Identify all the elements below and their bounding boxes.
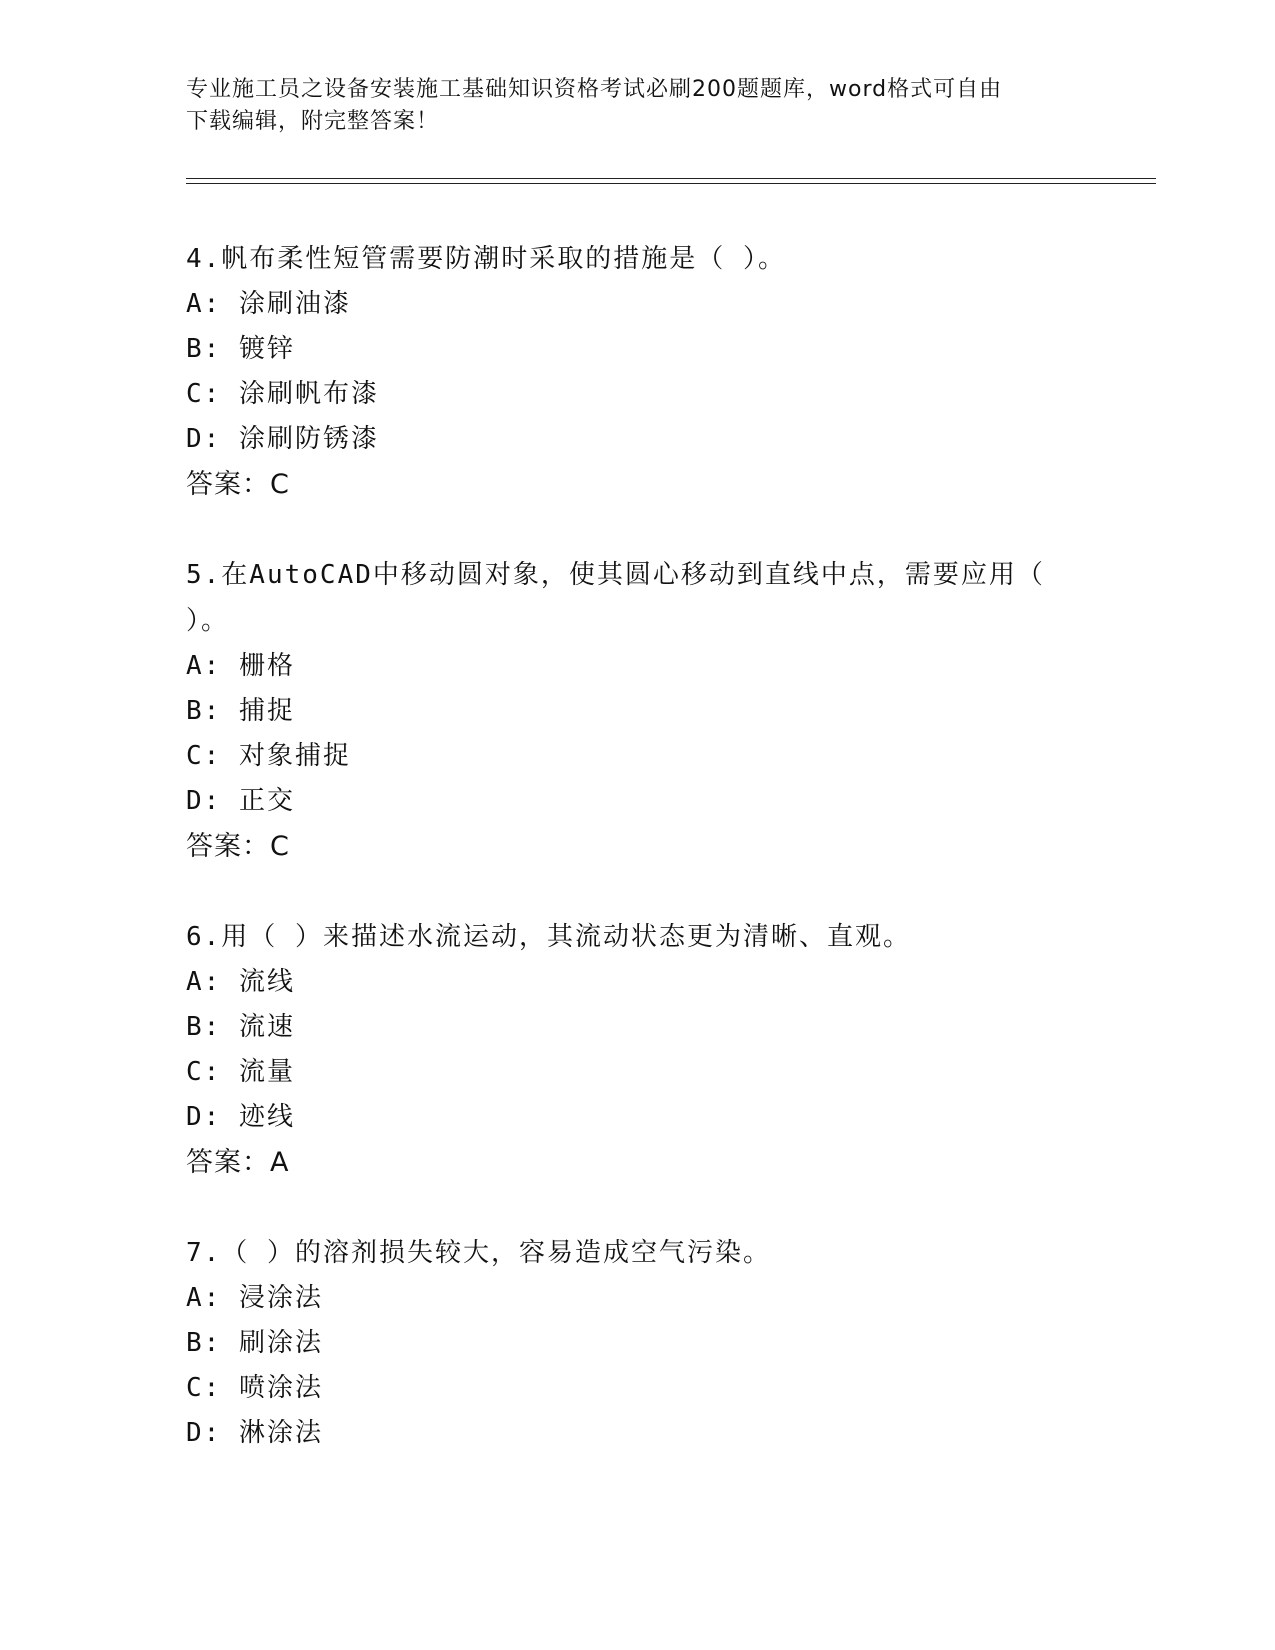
option-c: C: 涂刷帆布漆 [186, 379, 379, 409]
option-c: C: 喷涂法 [186, 1373, 323, 1403]
option-d: D: 迹线 [186, 1102, 295, 1132]
question-4 [186, 236, 1066, 508]
answer-line: 答案：A [186, 1147, 290, 1178]
option-d: D: 涂刷防锈漆 [186, 424, 379, 454]
option-b: B: 镀锌 [186, 334, 295, 364]
question-5 [186, 552, 1066, 870]
question-stem: 7.（ ）的溶剂损失较大，容易造成空气污染。 [186, 1238, 771, 1268]
option-a: A: 栅格 [186, 651, 295, 681]
header-line-2: 下载编辑，附完整答案！ [186, 109, 440, 134]
question-7 [186, 1230, 1066, 1456]
option-a: A: 涂刷油漆 [186, 289, 351, 319]
option-d: D: 正交 [186, 786, 295, 816]
question-6 [186, 914, 1066, 1186]
option-a: A: 流线 [186, 967, 295, 997]
option-b: B: 刷涂法 [186, 1328, 323, 1358]
question-stem: 6.用（ ）来描述水流运动，其流动状态更为清晰、直观。 [186, 922, 911, 952]
option-b: B: 流速 [186, 1012, 295, 1042]
question-stem: 4.帆布柔性短管需要防潮时采取的措施是（ ）。 [186, 244, 786, 274]
header-line-1: 专业施工员之设备安装施工基础知识资格考试必刷200题题库，word格式可自由 [186, 77, 1003, 102]
option-d: D: 淋涂法 [186, 1418, 323, 1448]
answer-line: 答案：C [186, 831, 290, 862]
document-header [186, 74, 1086, 138]
option-c: C: 对象捕捉 [186, 741, 351, 771]
header-divider-bottom [186, 183, 1156, 184]
question-stem: 5.在AutoCAD中移动圆对象，使其圆心移动到直线中点，需要应用（ ）。 [186, 560, 1045, 636]
question-list [186, 236, 1066, 1500]
option-b: B: 捕捉 [186, 696, 295, 726]
option-c: C: 流量 [186, 1057, 295, 1087]
answer-line: 答案：C [186, 469, 290, 500]
option-a: A: 浸涂法 [186, 1283, 323, 1313]
header-divider-top [186, 178, 1156, 179]
